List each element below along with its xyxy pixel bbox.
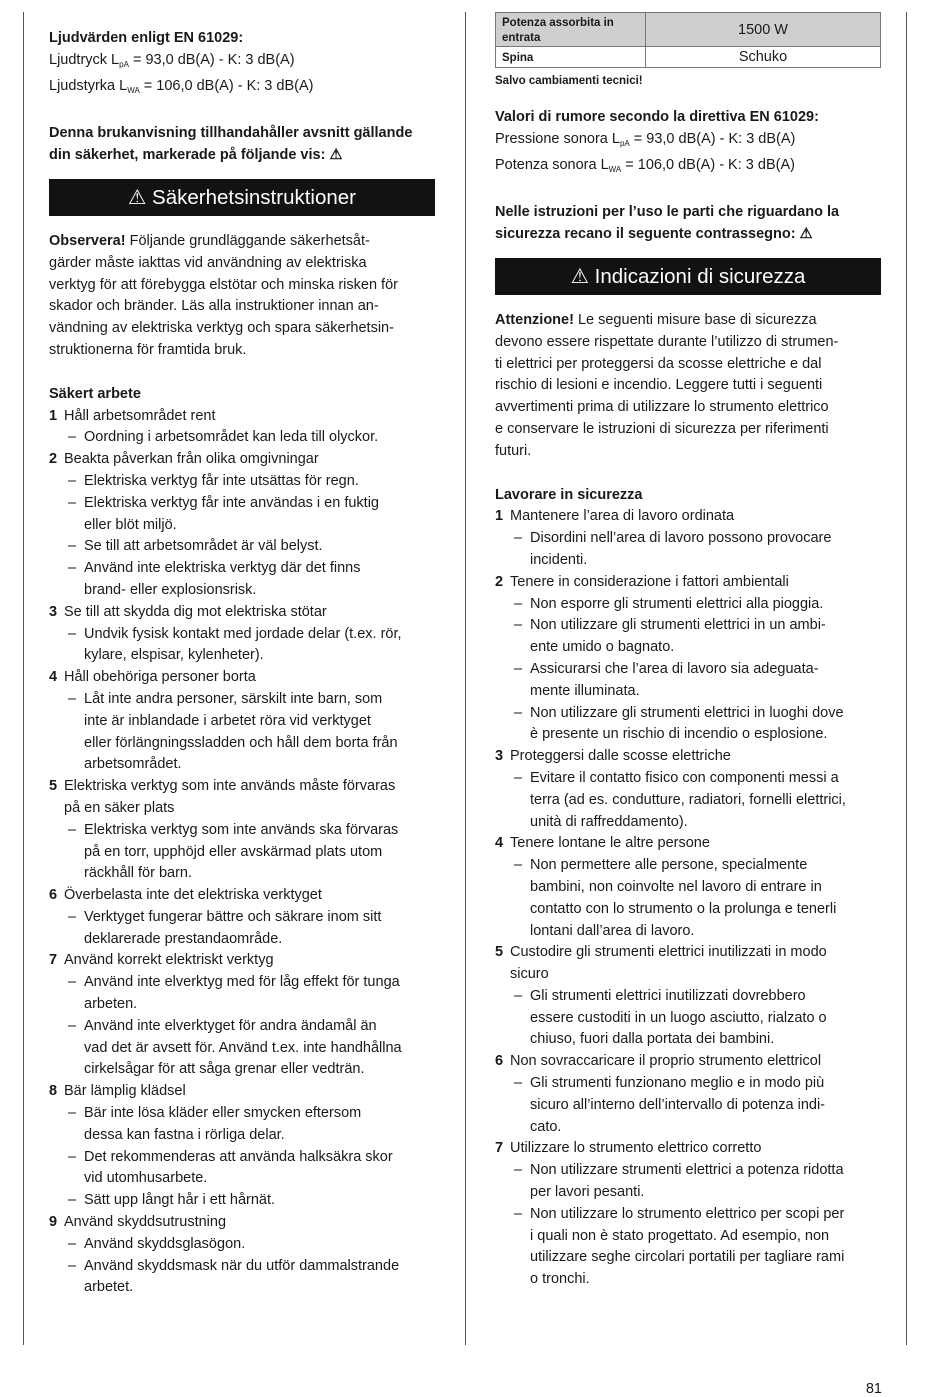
item-heading: Håll arbetsområdet rent [64, 407, 216, 424]
sub-item [495, 986, 881, 1051]
warning-text: verktyg för att förebygga elstötar och minska risken för [49, 276, 398, 293]
sub-item-text: dessa kan fastna i rörliga delar. [84, 1126, 285, 1143]
sub-item [49, 558, 435, 602]
warning-text: struktionerna för framtida bruk. [49, 341, 247, 358]
dash-bullet: – [514, 769, 523, 786]
sub-item [495, 1204, 881, 1291]
item-heading: Tenere lontane le altre persone [510, 835, 710, 852]
item-number: 7 [495, 1140, 504, 1157]
sub-item-text: arbetet. [84, 1279, 134, 1296]
item-heading: Mantenere l’area di lavoro ordinata [510, 508, 735, 525]
warning-text: avvertimenti prima di utilizzare lo strumento elettrico [495, 399, 829, 416]
noise-pressure: Pressione sonora $L_{pA} = 93,0$ dB(A) - K: 3 dB(A) [495, 130, 796, 148]
list-item [49, 602, 435, 624]
noise-heading: Valori di rumore secondo la direttiva EN 61029: [495, 109, 819, 125]
dash-bullet: – [514, 530, 523, 547]
sub-item-text: Sätt upp långt hår i ett hårnät. [84, 1192, 276, 1209]
dash-bullet: – [514, 1162, 523, 1179]
list-item [49, 406, 435, 428]
sub-item-text: Verktyget fungerar bättre och säkrare inom sitt [84, 908, 382, 925]
item-number: 5 [495, 944, 504, 961]
left-margin-rule [23, 12, 24, 1345]
sub-item-text: bambini, non coinvolte nel lavoro di entrare in [530, 878, 822, 895]
right-column [495, 0, 881, 1291]
sub-item [49, 1256, 435, 1300]
sub-item-text: eller förlängningssladden och håll dem borta från [84, 734, 398, 751]
sub-item-text: Låt inte andra personer, särskilt inte barn, som [84, 690, 383, 707]
dash-bullet: – [68, 625, 77, 642]
section-title: Säkert arbete [49, 385, 141, 402]
item-heading: Non sovraccaricare il proprio strumento elettricol [510, 1053, 822, 1070]
sub-item-text: per lavori pesanti. [530, 1184, 645, 1201]
sub-item [49, 1016, 435, 1081]
sub-item [49, 427, 435, 449]
item-number: 6 [495, 1053, 504, 1070]
list-item [49, 667, 435, 689]
warning-line [495, 310, 881, 332]
spec-label: Potenza assorbita in entrata [496, 13, 646, 47]
page-number: 81 [865, 1381, 882, 1397]
noise-power: Potenza sonora $L_{WA} = 106,0$ dB(A) - K: 3 dB(A) [495, 156, 795, 174]
sub-item-text: Non utilizzare gli strumenti elettrici in un ambi- [530, 617, 826, 634]
dash-bullet: – [68, 1148, 77, 1165]
list-item [495, 1138, 881, 1160]
warning-paragraph [495, 310, 881, 463]
spec-label: Spina [496, 47, 646, 68]
sub-item [49, 1103, 435, 1147]
dash-bullet: – [514, 617, 523, 634]
dash-bullet: – [514, 987, 523, 1004]
sub-item-text: Elektriska verktyg som inte används ska förvaras [84, 821, 399, 838]
sub-item [495, 615, 881, 659]
dash-bullet: – [514, 1075, 523, 1092]
sub-item-text: vid utomhusarbete. [84, 1170, 208, 1187]
item-heading: Se till att skydda dig mot elektriska stötar [64, 603, 327, 620]
noise-heading: Ljudvärden enligt EN 61029: [49, 30, 244, 46]
sub-item-text: på en torr, upphöjd eller avskärmad plats utom [84, 843, 383, 860]
warning-line [495, 397, 881, 419]
sub-item-text: essere custoditi in un luogo asciutto, rialzato o [530, 1009, 827, 1026]
item-number: 3 [49, 603, 58, 620]
noise-power: Ljudstyrka $L_{WA} = 106,0$ dB(A) - K: 3 dB(A) [49, 77, 314, 95]
spec-value: Schuko [646, 47, 881, 68]
warning-text: e conservare le istruzioni di sicurezza per riferimenti [495, 420, 829, 437]
sub-item-text: eller blöt miljö. [84, 516, 177, 533]
sub-item-text: arbetsområdet. [84, 756, 182, 773]
spec-value: 1500 W [646, 13, 881, 47]
dash-bullet: – [68, 1105, 77, 1122]
dash-bullet: – [68, 538, 77, 555]
sub-item [495, 1160, 881, 1204]
instruction-list [495, 506, 881, 1291]
intro-text: Denna brukanvisning tillhandahåller avsnitt gällande din säkerhet, markerade på följande vis: ⚠ [49, 125, 413, 164]
list-item [495, 572, 881, 594]
sub-item-text: è presente un rischio di incendio o esplosione. [530, 726, 828, 743]
dash-bullet: – [68, 1017, 77, 1034]
sub-item [49, 471, 435, 493]
sub-item [49, 1190, 435, 1212]
left-column [49, 0, 435, 1299]
warning-line [49, 275, 435, 297]
item-number: 8 [49, 1083, 58, 1100]
list-item [495, 833, 881, 855]
sub-item-text: contatto con lo strumento o la prolunga e tenerli [530, 900, 837, 917]
dash-bullet: – [68, 560, 77, 577]
sub-item-text: i quali non è stato progettato. Ad esempio, non [530, 1227, 830, 1244]
warning-line [49, 231, 435, 253]
warning-text: rischio di lesioni e incendio. Leggere tutti i seguenti [495, 377, 823, 394]
instruction-list [49, 406, 435, 1300]
item-heading: Elektriska verktyg som inte används måste förvaras [64, 778, 396, 795]
list-item [495, 746, 881, 768]
sub-item-text: lontani dall’area di lavoro. [530, 922, 695, 939]
warning-text: ti elettrici per proteggersi da scosse elettriche e dal [495, 355, 822, 372]
item-number: 3 [495, 748, 504, 765]
dash-bullet: – [68, 429, 77, 446]
list-item [49, 449, 435, 471]
sub-item-text: Se till att arbetsområdet är väl belyst. [84, 538, 323, 555]
dash-bullet: – [68, 472, 77, 489]
sub-item-text: Undvik fysisk kontakt med jordade delar (t.ex. rör, [84, 625, 402, 642]
sub-item-text: Använd inte elektriska verktyg där det finns [84, 560, 361, 577]
item-number: 2 [495, 573, 504, 590]
sub-item-text: Använd skyddsmask när du utför dammalstrande [84, 1257, 400, 1274]
dash-bullet: – [514, 857, 523, 874]
item-heading: Proteggersi dalle scosse elettriche [510, 748, 731, 765]
item-number: 5 [49, 778, 58, 795]
warning-text: gärder måste iakttas vid användning av elektriska [49, 254, 367, 271]
sub-item-text: unità di raffreddamento). [530, 813, 688, 830]
sub-item-text: incidenti. [530, 551, 588, 568]
sub-item [49, 1234, 435, 1256]
warning-line [49, 318, 435, 340]
sub-item [495, 528, 881, 572]
sub-item-text: kylare, elspisar, kylenheter). [84, 647, 264, 664]
sub-item-text: cato. [530, 1118, 562, 1135]
item-number: 1 [495, 508, 504, 525]
dash-bullet: – [68, 1235, 77, 1252]
sub-item-text: Det rekommenderas att använda halksäkra skor [84, 1148, 393, 1165]
warning-paragraph [49, 231, 435, 362]
sub-item-text: chiuso, fuori dalla portata dei bambini. [530, 1031, 775, 1048]
warning-line [49, 296, 435, 318]
right-margin-rule [906, 12, 907, 1345]
sub-item-text: Använd skyddsglasögon. [84, 1235, 246, 1252]
sub-item-text: ente umido o bagnato. [530, 639, 675, 656]
warning-text: vändning av elektriska verktyg och spara säkerhetsin- [49, 320, 394, 337]
item-heading: Bär lämplig klädsel [64, 1083, 186, 1100]
warning-line [495, 441, 881, 463]
sub-item-text: Bär inte lösa kläder eller smycken eftersom [84, 1105, 362, 1122]
sub-item-text: räckhåll för barn. [84, 865, 192, 882]
sub-item-text: mente illuminata. [530, 682, 640, 699]
list-item [49, 885, 435, 907]
item-number: 2 [49, 451, 58, 468]
spec-row [496, 47, 881, 68]
list-item [495, 942, 881, 986]
sub-item-text: Assicurarsi che l’area di lavoro sia adeguata- [530, 660, 819, 677]
item-heading: Custodire gli strumenti elettrici inutilizzati in modo [510, 944, 827, 961]
sub-item [49, 972, 435, 1016]
list-item [49, 776, 435, 820]
list-item [49, 1212, 435, 1234]
dash-bullet: – [68, 908, 77, 925]
warning-text: skador och bränder. Läs alla instruktioner innan an- [49, 298, 379, 315]
item-heading: Använd skyddsutrustning [64, 1214, 227, 1231]
sub-item [495, 594, 881, 616]
sub-item [495, 659, 881, 703]
sub-item [495, 768, 881, 833]
dash-bullet: – [68, 1257, 77, 1274]
sub-item [49, 907, 435, 951]
warning-label: Attenzione! [495, 311, 574, 328]
section-banner: ⚠ Indicazioni di sicurezza [495, 258, 881, 295]
item-heading: Använd korrekt elektriskt verktyg [64, 952, 274, 969]
item-heading: sicuro [510, 966, 549, 983]
spec-row [496, 13, 881, 47]
item-number: 4 [495, 835, 504, 852]
sub-item-text: Non utilizzare gli strumenti elettrici in luoghi dove [530, 704, 844, 721]
warning-text: Le seguenti misure base di sicurezza [573, 311, 817, 328]
warning-line [495, 332, 881, 354]
sub-item [49, 689, 435, 776]
item-heading: Tenere in considerazione i fattori ambientali [510, 573, 789, 590]
dash-bullet: – [514, 1205, 523, 1222]
sub-item-text: Non utilizzare lo strumento elettrico per scopi per [530, 1205, 845, 1222]
dash-bullet: – [514, 704, 523, 721]
sub-item [495, 703, 881, 747]
dash-bullet: – [68, 1192, 77, 1209]
warning-text: devono essere rispettate durante l’utilizzo di strumen- [495, 333, 839, 350]
warning-text: futuri. [495, 442, 532, 459]
dash-bullet: – [68, 494, 77, 511]
sub-item-text: deklarerade prestandaområde. [84, 930, 283, 947]
list-item [49, 1081, 435, 1103]
sub-item [495, 855, 881, 942]
sub-item-text: Gli strumenti elettrici inutilizzati dovrebbero [530, 987, 806, 1004]
item-heading: Beakta påverkan från olika omgivningar [64, 451, 319, 468]
dash-bullet: – [514, 595, 523, 612]
item-heading: på en säker plats [64, 799, 175, 816]
column-divider-rule [465, 12, 466, 1345]
item-number: 1 [49, 407, 58, 424]
item-number: 9 [49, 1214, 58, 1231]
sub-item-text: Disordini nell’area di lavoro possono provocare [530, 530, 832, 547]
sub-item-text: Evitare il contatto fisico con componenti messi a [530, 769, 839, 786]
sub-item-text: cirkelsågar för att såga grenar eller vedträn. [84, 1061, 365, 1078]
spec-table [495, 12, 881, 68]
sub-item [495, 1073, 881, 1138]
warning-line [495, 375, 881, 397]
section-title: Lavorare in sicurezza [495, 486, 643, 503]
sub-item-text: Gli strumenti funzionano meglio e in modo più [530, 1075, 825, 1092]
sub-item [49, 536, 435, 558]
warning-line [49, 340, 435, 362]
sub-item [49, 1147, 435, 1191]
item-heading: Utilizzare lo strumento elettrico corretto [510, 1140, 762, 1157]
warning-label: Observera! [49, 232, 126, 249]
sub-item-text: sicuro all’interno dell’intervallo di potenza indi- [530, 1096, 825, 1113]
sub-item-text: Använd inte elverktyg med för låg effekt för tunga [84, 974, 400, 991]
dash-bullet: – [68, 821, 77, 838]
sub-item-text: Oordning i arbetsområdet kan leda till olyckor. [84, 429, 379, 446]
item-heading: Överbelasta inte det elektriska verktyget [64, 887, 322, 904]
sub-item-text: terra (ad es. condutture, radiatori, fornelli elettrici, [530, 791, 846, 808]
sub-item [49, 624, 435, 668]
sub-item-text: brand- eller explosionsrisk. [84, 581, 257, 598]
list-item [495, 1051, 881, 1073]
item-number: 6 [49, 887, 58, 904]
item-number: 4 [49, 669, 58, 686]
list-item [495, 506, 881, 528]
sub-item-text: vad det är avsett för. Använd t.ex. inte handhållna [84, 1039, 402, 1056]
warning-line [495, 419, 881, 441]
sub-item-text: Elektriska verktyg får inte utsättas för regn. [84, 472, 359, 489]
sub-item-text: arbeten. [84, 996, 138, 1013]
sub-item-text: Non esporre gli strumenti elettrici alla pioggia. [530, 595, 824, 612]
item-number: 7 [49, 952, 58, 969]
warning-text: Följande grundläggande säkerhetsåt- [125, 232, 370, 249]
sub-item-text: o tronchi. [530, 1271, 590, 1288]
warning-line [49, 253, 435, 275]
sub-item-text: Non utilizzare strumenti elettrici a potenza ridotta [530, 1162, 844, 1179]
dash-bullet: – [68, 974, 77, 991]
sub-item-text: Non permettere alle persone, specialmente [530, 857, 808, 874]
sub-item-text: Använd inte elverktyget för andra ändamål än [84, 1017, 377, 1034]
intro-text: Nelle istruzioni per l’uso le parti che riguardano la sicurezza recano il seguente contrassegno: ⚠ [495, 204, 840, 243]
dash-bullet: – [514, 660, 523, 677]
table-note: Salvo cambiamenti tecnici! [495, 75, 643, 87]
sub-item-text: Elektriska verktyg får inte användas i en fuktig [84, 494, 379, 511]
item-heading: Håll obehöriga personer borta [64, 669, 256, 686]
section-banner: ⚠ Säkerhetsinstruktioner [49, 179, 435, 216]
noise-pressure: Ljudtryck $L_{pA} = 93,0$ dB(A) - K: 3 dB(A) [49, 51, 295, 69]
dash-bullet: – [68, 690, 77, 707]
sub-item-text: inte är inblandade i arbetet röra vid verktyget [84, 712, 371, 729]
warning-line [495, 354, 881, 376]
list-item [49, 950, 435, 972]
sub-item [49, 493, 435, 537]
sub-item-text: utilizzare seghe circolari portatili per tagliare rami [530, 1249, 845, 1266]
sub-item [49, 820, 435, 885]
